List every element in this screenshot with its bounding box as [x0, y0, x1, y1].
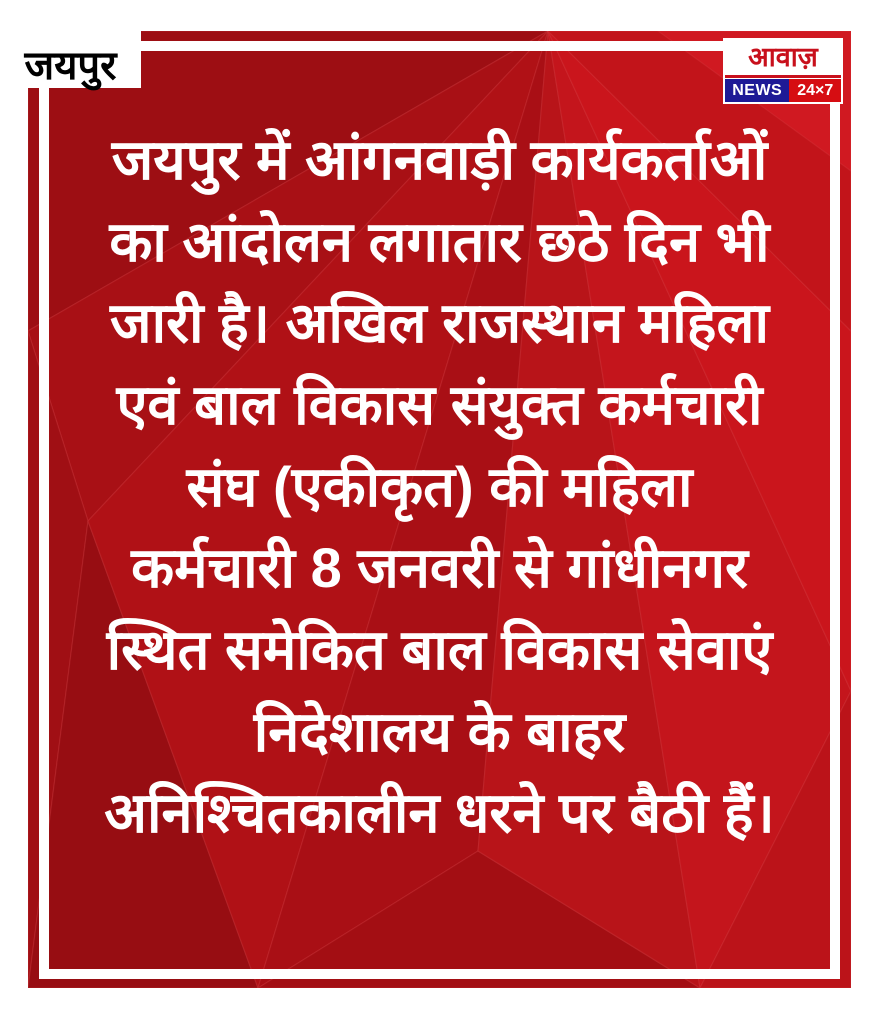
headline-line: निदेशालय के बाहर [253, 699, 626, 763]
headline-line: अनिश्चितकालीन धरने पर बैठी हैं। [104, 781, 775, 845]
headline-line: जयपुर में आंगनवाड़ी कार्यकर्ताओं [111, 127, 768, 191]
logo-bottom-row [725, 79, 841, 102]
location-tag [0, 0, 141, 88]
headline-line: जारी है। अखिल राजस्थान महिला [110, 291, 769, 355]
logo-news-text: NEWS [725, 79, 789, 102]
headline-line: का आंदोलन लगातार छठे दिन भी [109, 209, 770, 273]
location-label: जयपुर [24, 44, 117, 89]
headline [44, 117, 835, 852]
headline-line: संघ (एकीकृत) की महिला [186, 454, 693, 518]
brand-logo [723, 38, 843, 104]
logo-badge-text: 24×7 [789, 79, 841, 102]
headline-line: कर्मचारी 8 जनवरी से गांधीनगर [131, 536, 748, 600]
logo-brand-text: आवाज़ [725, 40, 841, 78]
headline-line: एवं बाल विकास संयुक्त कर्मचारी [116, 372, 763, 436]
headline-line: स्थित समेकित बाल विकास सेवाएं [106, 617, 773, 681]
red-canvas [28, 31, 851, 988]
